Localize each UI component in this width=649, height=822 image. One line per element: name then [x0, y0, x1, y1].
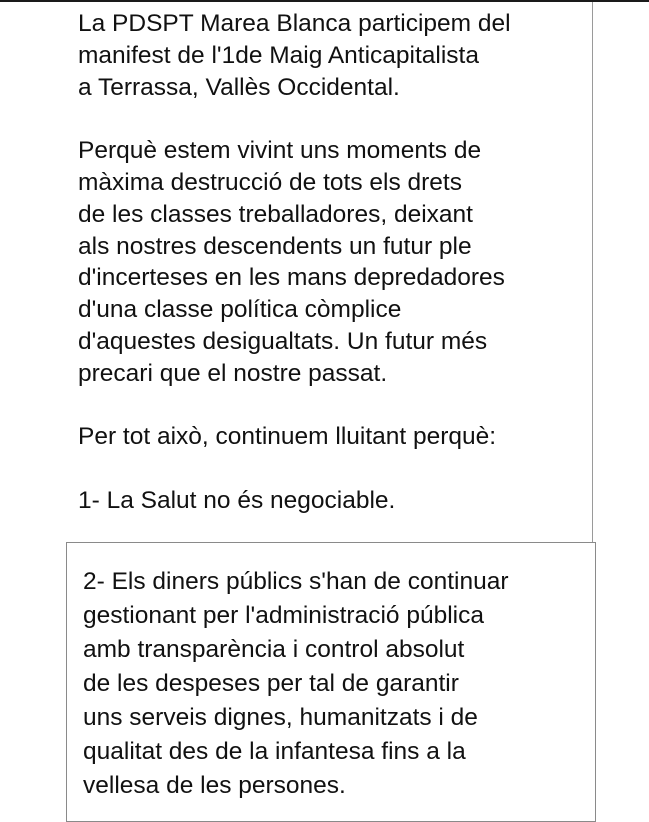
text-line: d'una classe política còmplice — [78, 296, 402, 324]
text-line: 1- La Salut no és negociable. — [78, 486, 396, 514]
list-item-2 — [83, 565, 593, 803]
text-line: Per tot això, continuem lluitant perquè: — [78, 423, 497, 451]
list-item-1 — [78, 485, 588, 517]
paragraph-statement — [78, 421, 588, 453]
text-line: Perquè estem vivint uns moments de — [78, 137, 482, 165]
text-line: precari que el nostre passat. — [78, 359, 388, 387]
text-line: als nostres descendents un futur ple — [78, 232, 472, 260]
manifesto-text-panel — [64, 2, 593, 542]
text-line: màxima destrucció de tots els drets — [78, 168, 462, 196]
text-line: uns serveis dignes, humanitzats i de — [83, 704, 478, 731]
text-line: gestionant per l'administració pública — [83, 602, 484, 629]
text-line: a Terrassa, Vallès Occidental. — [78, 73, 400, 101]
overlay-text-panel — [66, 542, 596, 822]
text-line: d'incerteses en les mans depredadores — [78, 264, 505, 292]
text-line: La PDSPT Marea Blanca participem del — [78, 10, 511, 37]
text-line: d'aquestes desigualtats. Un futur més — [78, 327, 488, 355]
text-line: amb transparència i control absolut — [83, 636, 465, 663]
text-line: vellesa de les persones. — [83, 772, 346, 799]
paragraph-intro — [78, 8, 588, 103]
text-line: 2- Els diners públics s'han de continuar — [83, 568, 509, 595]
text-line: de les despeses per tal de garantir — [83, 670, 459, 697]
overlay-text — [83, 565, 593, 803]
text-line: manifest de l'1de Maig Anticapitalista — [78, 41, 479, 69]
paragraph-reasons — [78, 135, 588, 389]
manifesto-text — [78, 8, 588, 542]
text-line: qualitat des de la infantesa fins a la — [83, 738, 466, 765]
text-line: de les classes treballadores, deixant — [78, 200, 473, 228]
